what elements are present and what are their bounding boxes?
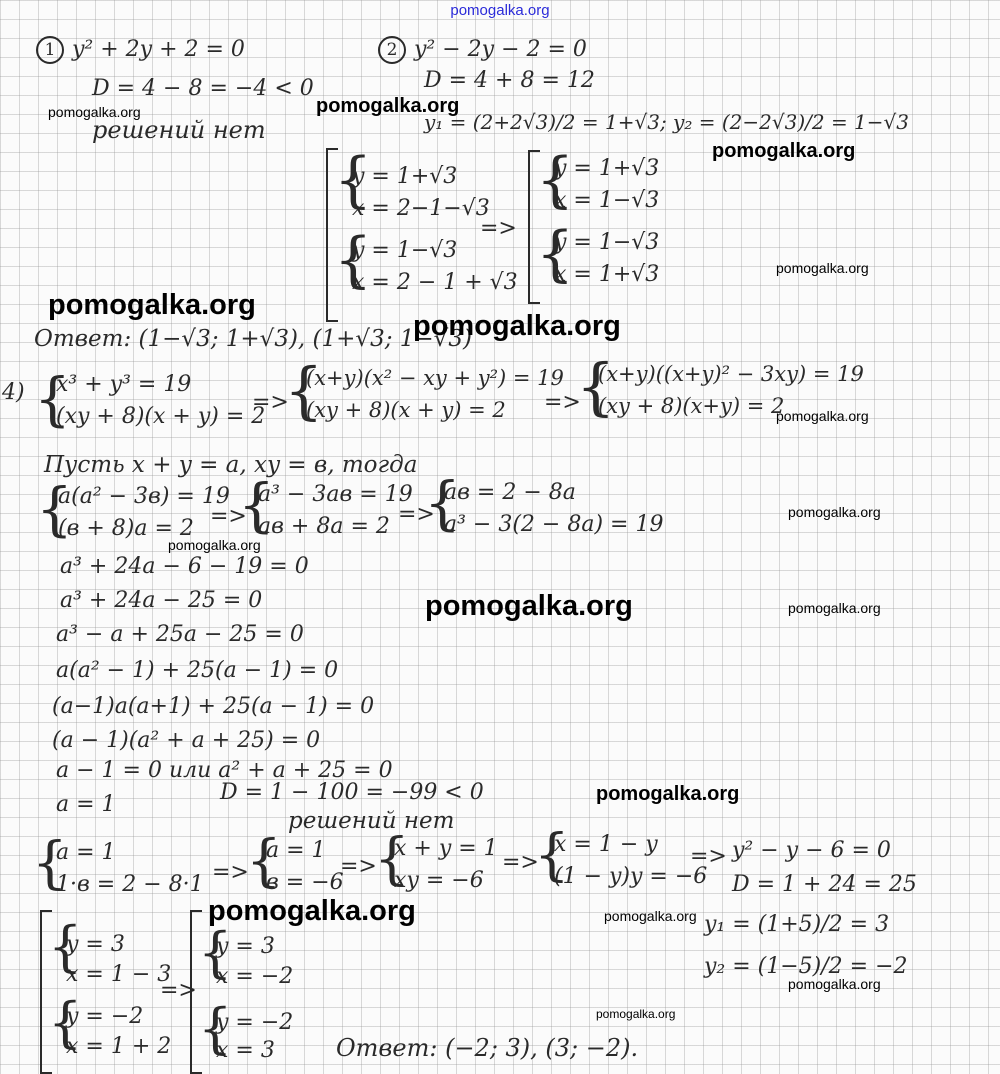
task4-brace-sol-1: { <box>48 915 83 978</box>
site-title: pomogalka.org <box>450 2 550 19</box>
task4-no-solution: решений нет <box>288 808 455 834</box>
part2-sys1-line2: x = 2−1−√3 <box>352 196 490 221</box>
task4-sys-c-line2: (xy + 8)(x+y) = 2 <box>598 394 785 418</box>
task4-brace-fin-b: { <box>246 829 282 894</box>
task4-brace-fin-a: { <box>32 831 68 896</box>
task4-sol1-line2: x = 1 − 3 <box>66 962 172 987</box>
task4-line-1: a³ + 24a − 6 − 19 = 0 <box>60 554 309 579</box>
task4-brace-sub-b: { <box>238 471 275 539</box>
watermark: pomogalka.org <box>712 140 856 162</box>
task4-brace-b: { <box>284 354 324 427</box>
task4-arrow-7: => <box>502 850 539 875</box>
task4-root-y1: y₁ = (1+5)/2 = 3 <box>704 912 890 937</box>
task4-sys-c-line1: (x+y)((x+y)² − 3xy) = 19 <box>598 362 864 386</box>
watermark: pomogalka.org <box>596 1007 676 1021</box>
task4-fin-b-line2: в = −6 <box>266 870 344 895</box>
task4-fin-d-line2: (1 − y)y = −6 <box>554 864 708 889</box>
task4-sol1-line3: y = −2 <box>66 1004 144 1029</box>
part2-brace-1: { <box>334 145 373 215</box>
task4-brace-sol-2: { <box>48 991 83 1054</box>
task4-fin-c-line2: xy = −6 <box>394 868 484 893</box>
watermark: pomogalka.org <box>788 504 881 520</box>
part2-sys2-line1: y = 1+√3 <box>554 156 660 181</box>
part2-implies-arrow: => <box>480 216 517 241</box>
task4-line-5: (a−1)a(a+1) + 25(a − 1) = 0 <box>52 694 375 719</box>
task4-sub-c-line1: aв = 2 − 8a <box>444 480 576 505</box>
task4-fin-d-line1: x = 1 − y <box>554 832 658 857</box>
task4-sol2-line4: x = 3 <box>216 1038 275 1063</box>
task4-brace-sol-3: { <box>198 921 233 984</box>
part1-no-solution: решений нет <box>92 116 266 144</box>
task4-sys-b-line2: (xy + 8)(x + y) = 2 <box>306 398 506 422</box>
task4-label: 4) <box>2 380 25 405</box>
task4-arrow-6: => <box>340 854 377 879</box>
part1-eq-text: y² + 2y + 2 = 0 <box>72 37 245 62</box>
task4-sub-b-line2: aв + 8a = 2 <box>258 514 390 539</box>
task4-arrow-8: => <box>690 844 727 869</box>
part1-equation <box>36 36 245 64</box>
part2-sys2-line2: x = 1−√3 <box>554 188 660 213</box>
task4-fin-c-line1: x + y = 1 <box>394 836 498 861</box>
task4-brace-fin-d: { <box>534 823 570 888</box>
task4-brace-c: { <box>576 350 616 423</box>
task4-arrow-9: => <box>160 978 197 1003</box>
part2-equation <box>378 36 587 64</box>
task4-brace-sub-c: { <box>424 469 461 537</box>
part2-eq-text: y² − 2y − 2 = 0 <box>414 37 587 62</box>
watermark: pomogalka.org <box>776 260 869 276</box>
task4-sub-c-line2: a³ − 3(2 − 8a) = 19 <box>444 512 664 537</box>
task4-sys-a-line2: (xy + 8)(x + y) = 2 <box>56 404 266 429</box>
task4-line-7: a − 1 = 0 или a² + a + 25 = 0 <box>56 758 393 783</box>
part2-sys2-line4: x = 1+√3 <box>554 262 660 287</box>
part2-sys1-line4: x = 2 − 1 + √3 <box>352 270 518 295</box>
task4-disc2: D = 1 − 100 = −99 < 0 <box>220 780 484 805</box>
task4-root-y2: y₂ = (1−5)/2 = −2 <box>704 954 908 979</box>
watermark: pomogalka.org <box>604 908 697 924</box>
part2-sys1-line1: y = 1+√3 <box>352 164 458 189</box>
task4-brace-fin-c: { <box>374 827 410 892</box>
task4-answer: Ответ: (−2; 3), (3; −2). <box>336 1034 639 1062</box>
watermark: pomogalka.org <box>788 600 881 616</box>
task4-sol1-line4: x = 1 + 2 <box>66 1034 172 1059</box>
part2-sys1-line3: y = 1−√3 <box>352 238 458 263</box>
part2-sys2-line3: y = 1−√3 <box>554 230 660 255</box>
task4-fin-a-line1: a = 1 <box>56 840 116 865</box>
task4-fin-a-line2: 1·в = 2 − 8·1 <box>56 872 204 897</box>
part2-roots: y₁ = (2+2√3)/2 = 1+√3; y₂ = (2−2√3)/2 = 1−√3 <box>424 110 910 134</box>
watermark: pomogalka.org <box>208 895 416 927</box>
task4-line-4: a(a² − 1) + 25(a − 1) = 0 <box>56 658 339 683</box>
task4-line-8: a = 1 <box>56 792 116 817</box>
task4-brace-a: { <box>34 365 71 433</box>
watermark: pomogalka.org <box>788 976 881 992</box>
task4-sol1-line1: y = 3 <box>66 932 125 957</box>
task4-disc3: D = 1 + 24 = 25 <box>732 872 917 897</box>
task4-sys-a-line1: x³ + y³ = 19 <box>56 372 192 397</box>
watermark: pomogalka.org <box>425 590 633 622</box>
watermark: pomogalka.org <box>48 104 141 120</box>
part2-discriminant: D = 4 + 8 = 12 <box>424 68 595 93</box>
watermark: pomogalka.org <box>596 783 740 805</box>
part2-brace-3: { <box>536 145 575 215</box>
task4-line-3: a³ − a + 25a − 25 = 0 <box>56 622 304 647</box>
part1-number: 1 <box>36 36 64 64</box>
watermark: pomogalka.org <box>168 537 261 553</box>
task4-arrow-2: => <box>544 390 581 415</box>
task4-brace-sub-a: { <box>36 475 73 543</box>
task4-arrow-4: => <box>398 502 435 527</box>
task4-quadratic: y² − y − 6 = 0 <box>732 838 891 863</box>
part2-answer: Ответ: (1−√3; 1+√3), (1+√3; 1−√3) <box>34 326 472 352</box>
task4-arrow-1: => <box>252 390 289 415</box>
watermark: pomogalka.org <box>413 310 621 342</box>
task4-sub-a-line2: (в + 8)a = 2 <box>58 516 194 541</box>
task4-fin-b-line1: a = 1 <box>266 838 326 863</box>
task4-sys-b-line1: (x+y)(x² − xy + y²) = 19 <box>306 366 564 390</box>
task4-line-6: (a − 1)(a² + a + 25) = 0 <box>52 728 321 753</box>
task4-brace-sol-4: { <box>198 997 233 1060</box>
task4-sol2-line2: x = −2 <box>216 964 294 989</box>
task4-sol2-line3: y = −2 <box>216 1010 294 1035</box>
watermark: pomogalka.org <box>316 95 460 117</box>
watermark: pomogalka.org <box>48 289 256 321</box>
task4-substitution: Пусть x + y = a, xy = в, тогда <box>44 452 418 478</box>
task4-sub-a-line1: a(a² − 3в) = 19 <box>58 484 230 509</box>
part2-number: 2 <box>378 36 406 64</box>
task4-line-2: a³ + 24a − 25 = 0 <box>60 588 263 613</box>
part1-discriminant: D = 4 − 8 = −4 < 0 <box>92 76 314 101</box>
task4-sol2-line1: y = 3 <box>216 934 275 959</box>
task4-arrow-5: => <box>212 860 249 885</box>
watermark: pomogalka.org <box>776 408 869 424</box>
task4-sub-b-line1: a³ − 3aв = 19 <box>258 482 413 507</box>
part2-brace-2: { <box>334 225 373 295</box>
part2-brace-4: { <box>536 219 575 289</box>
task4-arrow-3: => <box>210 504 247 529</box>
